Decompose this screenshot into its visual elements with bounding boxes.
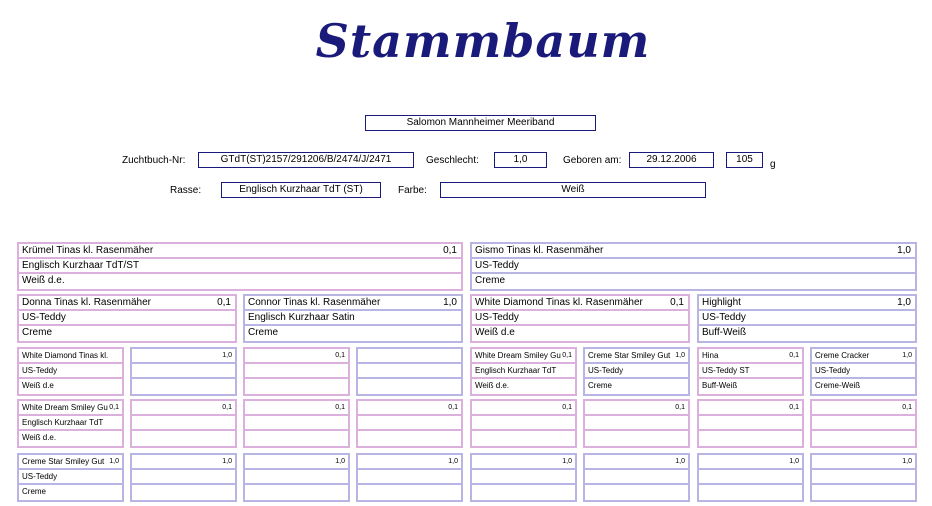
ancestor-name-row [19, 455, 122, 470]
ancestor-rasse [812, 470, 915, 485]
ancestor-sex: 1,0 [222, 352, 232, 359]
ancestor-name: Krümel Tinas kl. Rasenmäher [22, 245, 154, 256]
ancestor-name-row [19, 296, 235, 311]
pedigree-cell [470, 453, 577, 502]
ancestor-name: Creme Cracker [815, 351, 870, 360]
ancestor-sex: 1,0 [902, 352, 912, 359]
ancestor-name-row [812, 401, 915, 416]
ancestor-name-row [358, 401, 461, 416]
pedigree-cell [356, 453, 463, 502]
ancestor-name-row [585, 401, 688, 416]
ancestor-name-row [699, 296, 915, 311]
rasse-field: Englisch Kurzhaar TdT (ST) [221, 182, 381, 198]
pedigree-cell [243, 347, 350, 396]
ancestor-rasse [585, 470, 688, 485]
ancestor-farbe [358, 431, 461, 446]
farbe-field: Weiß [440, 182, 706, 198]
ancestor-rasse [358, 470, 461, 485]
ancestor-sex: 1,0 [222, 458, 232, 465]
ancestor-farbe [472, 431, 575, 446]
ancestor-sex: 0,1 [443, 245, 457, 256]
pedigree-cell [697, 453, 804, 502]
ancestor-rasse [132, 364, 235, 379]
ancestor-farbe: Creme [22, 327, 53, 338]
pedigree-cell [356, 399, 463, 448]
ancestor-sex: 0,1 [335, 352, 345, 359]
geboren-label: Geboren am: [563, 155, 622, 166]
zuchtbuch-label: Zuchtbuch-Nr: [122, 155, 186, 166]
ancestor-name-row [699, 349, 802, 364]
geboren-field: 29.12.2006 [629, 152, 714, 168]
ancestor-name-row [358, 455, 461, 470]
farbe-label: Farbe: [398, 185, 427, 196]
ancestor-farbe [132, 485, 235, 500]
ancestor-farbe: Creme [248, 327, 279, 338]
ancestor-sex: 1,0 [448, 458, 458, 465]
zuchtbuch-field: GTdT(ST)2157/291206/B/2474/J/2471 [198, 152, 414, 168]
ancestor-rasse: US-Teddy [812, 364, 915, 379]
ancestor-name-row [812, 455, 915, 470]
ancestor-rasse: Englisch Kurzhaar TdT/ST [19, 259, 461, 274]
pedigree-cell [470, 242, 917, 291]
ancestor-rasse [132, 470, 235, 485]
ancestor-name-row [245, 455, 348, 470]
ancestor-farbe [132, 379, 235, 394]
ancestor-rasse: US-Teddy ST [699, 364, 802, 379]
ancestor-farbe [358, 485, 461, 500]
pedigree-cell [583, 347, 690, 396]
ancestor-sex: 0,1 [789, 404, 799, 411]
ancestor-name: White Dream Smiley Gu [475, 351, 561, 360]
weight-field: 105 [726, 152, 763, 168]
ancestor-sex: 0,1 [448, 404, 458, 411]
ancestor-sex: 0,1 [222, 404, 232, 411]
ancestor-rasse: Englisch Kurzhaar Satin [245, 311, 461, 326]
ancestor-sex: 1,0 [897, 297, 911, 308]
ancestor-sex: 0,1 [217, 297, 231, 308]
ancestor-name-row [19, 401, 122, 416]
ancestor-farbe: Creme [22, 487, 47, 496]
ancestor-farbe: Creme [588, 381, 613, 390]
ancestor-farbe [472, 485, 575, 500]
ancestor-rasse [132, 416, 235, 431]
ancestor-name-row [132, 455, 235, 470]
ancestor-name-row [132, 401, 235, 416]
ancestor-name-row [358, 349, 461, 364]
ancestor-rasse [245, 364, 348, 379]
ancestor-name: White Diamond Tinas kl. Rasenmäher [475, 297, 643, 308]
ancestor-rasse [245, 416, 348, 431]
ancestor-sex: 1,0 [675, 458, 685, 465]
ancestor-name-row [245, 349, 348, 364]
ancestor-farbe: Creme [475, 275, 506, 286]
ancestor-farbe [585, 485, 688, 500]
geschlecht-label: Geschlecht: [426, 155, 479, 166]
ancestor-farbe [812, 485, 915, 500]
pedigree-cell [130, 399, 237, 448]
ancestor-rasse [585, 416, 688, 431]
ancestor-sex: 0,1 [670, 297, 684, 308]
ancestor-name: Creme Star Smiley Gut [588, 351, 671, 360]
ancestor-rasse: US-Teddy [19, 364, 122, 379]
ancestor-name-row [699, 455, 802, 470]
ancestor-name-row [585, 349, 688, 364]
ancestor-sex: 1,0 [789, 458, 799, 465]
rasse-label: Rasse: [170, 185, 202, 196]
pedigree-cell [17, 399, 124, 448]
ancestor-farbe: Weiß d.e. [22, 433, 57, 442]
page-title: Stammbaum [315, 14, 651, 68]
ancestor-farbe [245, 485, 348, 500]
pedigree-cell [697, 399, 804, 448]
pedigree-cell [17, 347, 124, 396]
pedigree-cell [470, 399, 577, 448]
pedigree-cell [130, 347, 237, 396]
ancestor-farbe [699, 431, 802, 446]
ancestor-sex: 1,0 [902, 458, 912, 465]
ancestor-sex: 1,0 [443, 297, 457, 308]
ancestor-sex: 1,0 [562, 458, 572, 465]
ancestor-name-row [472, 401, 575, 416]
ancestor-name: White Diamond Tinas kl. [22, 351, 109, 360]
weight-unit: g [770, 159, 776, 170]
ancestor-name-row [699, 401, 802, 416]
ancestor-rasse: US-Teddy [19, 470, 122, 485]
ancestor-name-row [472, 296, 688, 311]
ancestor-sex: 1,0 [675, 352, 685, 359]
ancestor-name: Highlight [702, 297, 741, 308]
pedigree-cell [130, 453, 237, 502]
ancestor-rasse [812, 416, 915, 431]
ancestor-rasse: Englisch Kurzhaar TdT [19, 416, 122, 431]
pedigree-cell [243, 453, 350, 502]
ancestor-name-row [19, 244, 461, 259]
pedigree-cell [17, 294, 237, 343]
ancestor-name: White Dream Smiley Gu [22, 403, 108, 412]
pedigree-cell [17, 453, 124, 502]
ancestor-name: Donna Tinas kl. Rasenmäher [22, 297, 151, 308]
ancestor-rasse: US-Teddy [472, 311, 688, 326]
ancestor-farbe [358, 379, 461, 394]
ancestor-name-row [245, 401, 348, 416]
pedigree-cell [470, 347, 577, 396]
ancestor-farbe [132, 431, 235, 446]
pedigree-cell [583, 399, 690, 448]
ancestor-rasse [472, 416, 575, 431]
ancestor-farbe: Weiß d.e. [22, 275, 65, 286]
geschlecht-field: 1,0 [494, 152, 547, 168]
pedigree-cell [810, 399, 917, 448]
ancestor-rasse: US-Teddy [699, 311, 915, 326]
ancestor-name-row [585, 455, 688, 470]
ancestor-name-row [472, 244, 915, 259]
pedigree-cell [810, 453, 917, 502]
ancestor-rasse: US-Teddy [19, 311, 235, 326]
ancestor-name: Gismo Tinas kl. Rasenmäher [475, 245, 604, 256]
ancestor-sex: 1,0 [897, 245, 911, 256]
pedigree-cell [356, 347, 463, 396]
pedigree-cell [243, 294, 463, 343]
ancestor-name: Creme Star Smiley Gut [22, 457, 105, 466]
ancestor-farbe: Buff-Weiß [702, 327, 747, 338]
pedigree-cell [243, 399, 350, 448]
ancestor-name-row [19, 349, 122, 364]
ancestor-name-row [132, 349, 235, 364]
pedigree-cell [697, 347, 804, 396]
pedigree-cell [583, 453, 690, 502]
ancestor-farbe: Buff-Weiß [702, 381, 738, 390]
ancestor-name-row [812, 349, 915, 364]
ancestor-rasse: US-Teddy [472, 259, 915, 274]
pedigree-cell [697, 294, 917, 343]
pedigree-cell [810, 347, 917, 396]
ancestor-name-row [472, 455, 575, 470]
ancestor-farbe [245, 431, 348, 446]
pedigree-cell [17, 242, 463, 291]
pedigree-cell [470, 294, 690, 343]
ancestor-farbe: Weiß d.e. [475, 381, 510, 390]
ancestor-sex: 1,0 [335, 458, 345, 465]
ancestor-sex: 0,1 [789, 352, 799, 359]
ancestor-sex: 0,1 [675, 404, 685, 411]
ancestor-rasse [245, 470, 348, 485]
ancestor-farbe [585, 431, 688, 446]
ancestor-name: Connor Tinas kl. Rasenmäher [248, 297, 381, 308]
ancestor-sex: 0,1 [562, 404, 572, 411]
ancestor-rasse [358, 416, 461, 431]
ancestor-sex: 0,1 [335, 404, 345, 411]
ancestor-name-row [472, 349, 575, 364]
ancestor-farbe [699, 485, 802, 500]
ancestor-farbe: Creme-Weiß [815, 381, 861, 390]
ancestor-rasse: US-Teddy [585, 364, 688, 379]
ancestor-rasse [699, 470, 802, 485]
ancestor-farbe: Weiß d.e [22, 381, 54, 390]
ancestor-name: Hina [702, 351, 719, 360]
dog-name-field: Salomon Mannheimer Meeriband [365, 115, 596, 131]
ancestor-rasse [358, 364, 461, 379]
ancestor-sex: 0,1 [562, 352, 572, 359]
ancestor-rasse: Englisch Kurzhaar TdT [472, 364, 575, 379]
ancestor-sex: 0,1 [109, 404, 119, 411]
ancestor-sex: 1,0 [109, 458, 119, 465]
ancestor-rasse [699, 416, 802, 431]
ancestor-name-row [245, 296, 461, 311]
ancestor-rasse [472, 470, 575, 485]
ancestor-farbe: Weiß d.e [475, 327, 515, 338]
ancestor-sex: 0,1 [902, 404, 912, 411]
ancestor-farbe [245, 379, 348, 394]
ancestor-farbe [812, 431, 915, 446]
